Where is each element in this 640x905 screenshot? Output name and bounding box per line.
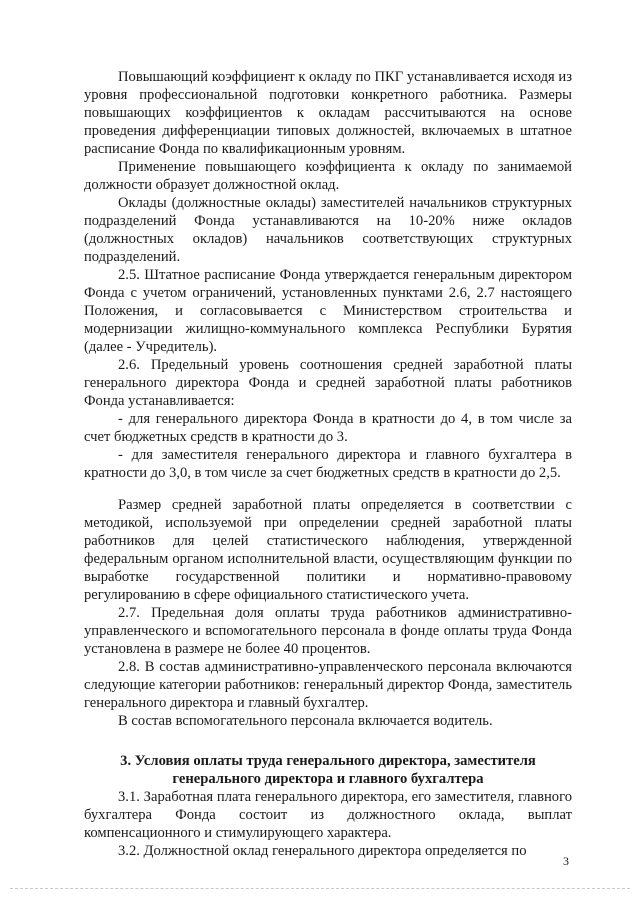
paragraph-3-2: 3.2. Должностной оклад генерального директора определяется по [118, 843, 527, 859]
paragraph-average-salary-method: Размер средней заработной платы определяется в соответствии с методикой, используемой при определении средней заработной платы работников для целей статистического наблюдения, утвержденной федеральным органом исполнительной власти, осуществляющим функции по выработке государственной политики и нормативно-правовому регулированию в сфере официального статистического учета. [84, 497, 572, 603]
list-item-deputy-ratio: - для заместителя генерального директора и главного бухгалтера в кратности до 3,0, в том числе за счет бюджетных средств в кратности до 2,5. [84, 447, 572, 481]
scan-edge-divider [10, 888, 630, 889]
paragraph-3-1: 3.1. Заработная плата генерального директора, его заместителя, главного бухгалтера Фонда состоит из должностного оклада, выплат компенсационного и стимулирующего характера. [84, 789, 572, 841]
paragraph-2-8: 2.8. В состав административно-управленческого персонала включаются следующие категории работников: генеральный директор Фонда, заместитель генерального директора и главный бухгалтер. [84, 659, 572, 711]
paragraph-2-5: 2.5. Штатное расписание Фонда утверждается генеральным директором Фонда с учетом ограничений, установленных пунктами 2.6, 2.7 настоящего Положения, и согласовывается с Министерством строительства и модернизации жилищно-коммунального комплекса Республики Бурятия (далее - Учредитель). [84, 267, 572, 355]
paragraph-official-salary: Применение повышающего коэффициента к окладу по занимаемой должности образует должностной оклад. [84, 159, 572, 193]
paragraph-2-7: 2.7. Предельная доля оплаты труда работников административно-управленческого и вспомогательного персонала в фонде оплаты труда Фонда установлена в размере не более 40 процентов. [84, 605, 572, 657]
paragraph-support-staff: В состав вспомогательного персонала включается водитель. [118, 713, 493, 729]
page-number: 3 [563, 854, 569, 868]
document-body [84, 68, 572, 860]
section-heading-3: 3. Условия оплаты труда генерального директора, заместителя генерального директора и главного бухгалтера [120, 753, 536, 787]
paragraph-deputy-salaries: Оклады (должностные оклады) заместителей начальников структурных подразделений Фонда устанавливаются на 10-20% ниже окладов (должностных окладов) начальников соответствующих структурных подразделений. [84, 195, 572, 265]
paragraph-2-6: 2.6. Предельный уровень соотношения средней заработной платы генерального директора Фонда и средней заработной платы работников Фонда устанавливается: [84, 357, 572, 409]
paragraph-pkg-coefficient: Повышающий коэффициент к окладу по ПКГ устанавливается исходя из уровня профессиональной подготовки конкретного работника. Размеры повышающих коэффициентов к окладам рассчитываются на основе проведения дифференциации типовых должностей, включаемых в штатное расписание Фонда по квалификационным уровням. [84, 69, 572, 157]
list-item-director-ratio: - для генерального директора Фонда в кратности до 4, в том числе за счет бюджетных средств в кратности до 3. [84, 411, 572, 445]
